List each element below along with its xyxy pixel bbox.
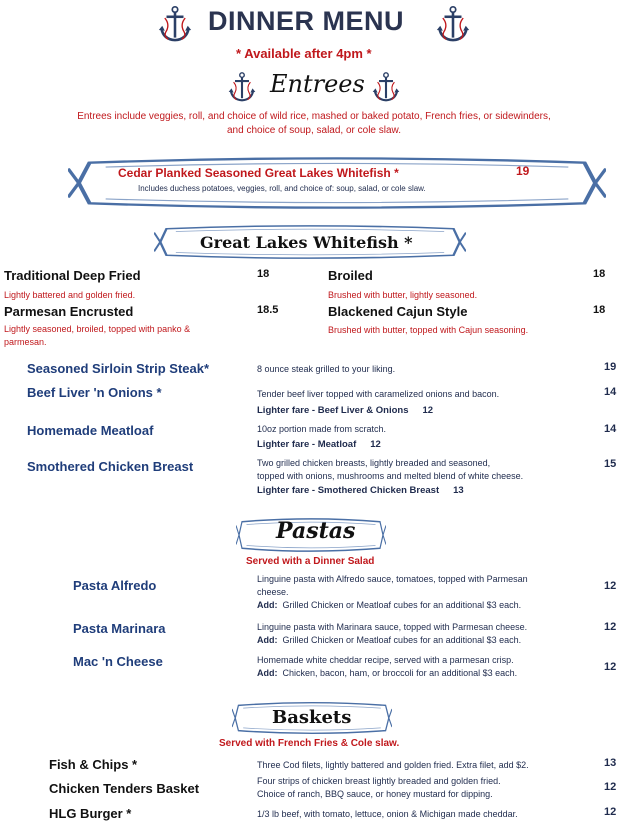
featured-name: Cedar Planked Seasoned Great Lakes Whitefish *	[118, 166, 399, 180]
pasta-desc-line: Linguine pasta with Alfredo sauce, tomatoes, topped with Parmesan	[257, 574, 528, 584]
basket-desc-line: Choice of ranch, BBQ sauce, or honey mustard for dipping.	[257, 789, 493, 799]
entree-desc-line: Two grilled chicken breasts, lightly breaded and seasoned,	[257, 458, 491, 468]
lighter-fare-name: Beef Liver & Onions	[317, 405, 409, 416]
pasta-desc	[257, 654, 517, 680]
pasta-add	[257, 667, 517, 680]
pasta-add-text: Grilled Chicken or Meatloaf cubes for an additional $3 each.	[282, 635, 522, 645]
pasta-add	[257, 599, 528, 612]
pasta-add-label: Add:	[257, 600, 278, 610]
lighter-fare-label: Lighter fare -	[257, 485, 318, 496]
basket-desc	[257, 775, 501, 801]
featured-note: Includes duchess potatoes, veggies, roll, and choice of: soup, salad, or cole slaw.	[138, 184, 426, 193]
lighter-fare	[257, 405, 433, 416]
lighter-fare-name: Smothered Chicken Breast	[317, 485, 440, 496]
baskets-note: Served with French Fries & Cole slaw.	[219, 738, 400, 749]
whitefish-item-name: Broiled	[328, 268, 373, 283]
pasta-add-label: Add:	[257, 635, 278, 645]
pasta-desc-line: Homemade white cheddar recipe, served with a parmesan crisp.	[257, 655, 514, 665]
whitefish-item-name: Blackened Cajun Style	[328, 304, 468, 319]
pasta-add-text: Chicken, bacon, ham, or broccoli for an additional $3 each.	[282, 668, 518, 678]
pasta-add-text: Grilled Chicken or Meatloaf cubes for an additional $3 each.	[282, 600, 522, 610]
whitefish-item-name: Parmesan Encrusted	[4, 304, 134, 319]
pasta-desc	[257, 573, 528, 612]
whitefish-item-price: 18	[593, 304, 606, 316]
whitefish-item-price: 18	[257, 268, 270, 280]
pasta-add-label: Add:	[257, 668, 278, 678]
lighter-fare-label: Lighter fare -	[257, 405, 318, 416]
pasta-desc-line: Linguine pasta with Marinara sauce, topped with Parmesan cheese.	[257, 622, 528, 632]
pasta-name: Pasta Alfredo	[73, 578, 157, 593]
lighter-fare	[257, 439, 381, 450]
entree-desc: Tender beef liver topped with caramelized onions and bacon.	[257, 389, 500, 399]
entree-note	[0, 110, 628, 138]
entree-price: 19	[604, 361, 617, 373]
basket-name: HLG Burger *	[49, 806, 132, 821]
entree-name: Beef Liver 'n Onions *	[27, 385, 162, 400]
basket-name: Fish & Chips *	[49, 757, 138, 772]
pasta-name: Mac 'n Cheese	[73, 654, 163, 669]
basket-name: Chicken Tenders Basket	[49, 781, 200, 796]
entree-note-line1: Entrees include veggies, roll, and choice of wild rice, mashed or baked potato, French fries, or sidewinders,	[77, 111, 551, 122]
pasta-price: 12	[604, 661, 617, 673]
pasta-price: 12	[604, 621, 617, 633]
lighter-fare-price: 12	[370, 439, 381, 450]
anchor-icon	[372, 70, 400, 104]
entree-desc	[257, 457, 523, 483]
lighter-fare-label: Lighter fare -	[257, 439, 318, 450]
lighter-fare-price: 13	[453, 485, 464, 496]
anchor-icon	[228, 70, 256, 104]
featured-price: 19	[516, 164, 530, 178]
pasta-price: 12	[604, 580, 617, 592]
lighter-fare-price: 12	[422, 405, 434, 416]
anchor-icon	[436, 4, 470, 44]
basket-desc: Three Cod filets, lightly battered and golden fried. Extra filet, add $2.	[257, 760, 529, 770]
basket-desc-line: Four strips of chicken breast lightly breaded and golden fried.	[257, 776, 501, 786]
anchor-icon	[158, 4, 192, 44]
entree-name: Homemade Meatloaf	[27, 423, 154, 438]
whitefish-item-desc: Brushed with butter, topped with Cajun seasoning.	[328, 325, 529, 335]
pastas-banner-title: Pastas	[276, 518, 356, 544]
lighter-fare	[257, 485, 464, 496]
entree-price: 15	[604, 458, 617, 470]
basket-price: 13	[604, 757, 617, 769]
lighter-fare-name: Meatloaf	[317, 439, 357, 450]
whitefish-item-price: 18	[593, 268, 606, 280]
pasta-add	[257, 634, 527, 647]
whitefish-item-name: Traditional Deep Fried	[4, 268, 141, 283]
whitefish-item-desc	[4, 323, 190, 349]
pasta-desc-line: cheese.	[257, 587, 289, 597]
section-title-entrees: Entrees	[270, 70, 365, 98]
basket-price: 12	[604, 806, 617, 818]
whitefish-item-price: 18.5	[257, 304, 279, 316]
whitefish-banner-title: Great Lakes Whitefish *	[200, 233, 413, 252]
entree-name: Seasoned Sirloin Strip Steak*	[27, 361, 210, 376]
pasta-name: Pasta Marinara	[73, 621, 166, 636]
entree-desc: 10oz portion made from scratch.	[257, 424, 387, 434]
entree-note-line2: and choice of soup, salad, or cole slaw.	[227, 125, 401, 136]
entree-desc: 8 ounce steak grilled to your liking.	[257, 364, 396, 374]
entree-price: 14	[604, 386, 617, 398]
pasta-desc	[257, 621, 527, 647]
menu-title: DINNER MENU	[208, 6, 405, 36]
basket-price: 12	[604, 781, 617, 793]
entree-desc-line: topped with onions, mushrooms and melted blend of white cheese.	[257, 471, 524, 481]
whitefish-item-desc-line: Lightly seasoned, broiled, topped with panko &	[4, 324, 191, 334]
whitefish-item-desc: Lightly battered and golden fried.	[4, 290, 136, 300]
entree-price: 14	[604, 423, 617, 435]
basket-desc: 1/3 lb beef, with tomato, lettuce, onion & Michigan made cheddar.	[257, 809, 518, 819]
featured-item	[118, 164, 578, 182]
availability-note: * Available after 4pm *	[236, 46, 372, 61]
pastas-note: Served with a Dinner Salad	[246, 556, 375, 567]
entree-name: Smothered Chicken Breast	[27, 459, 194, 474]
whitefish-item-desc-line: parmesan.	[4, 337, 47, 347]
baskets-banner-title: Baskets	[272, 707, 352, 728]
whitefish-item-desc: Brushed with butter, lightly seasoned.	[328, 290, 478, 300]
